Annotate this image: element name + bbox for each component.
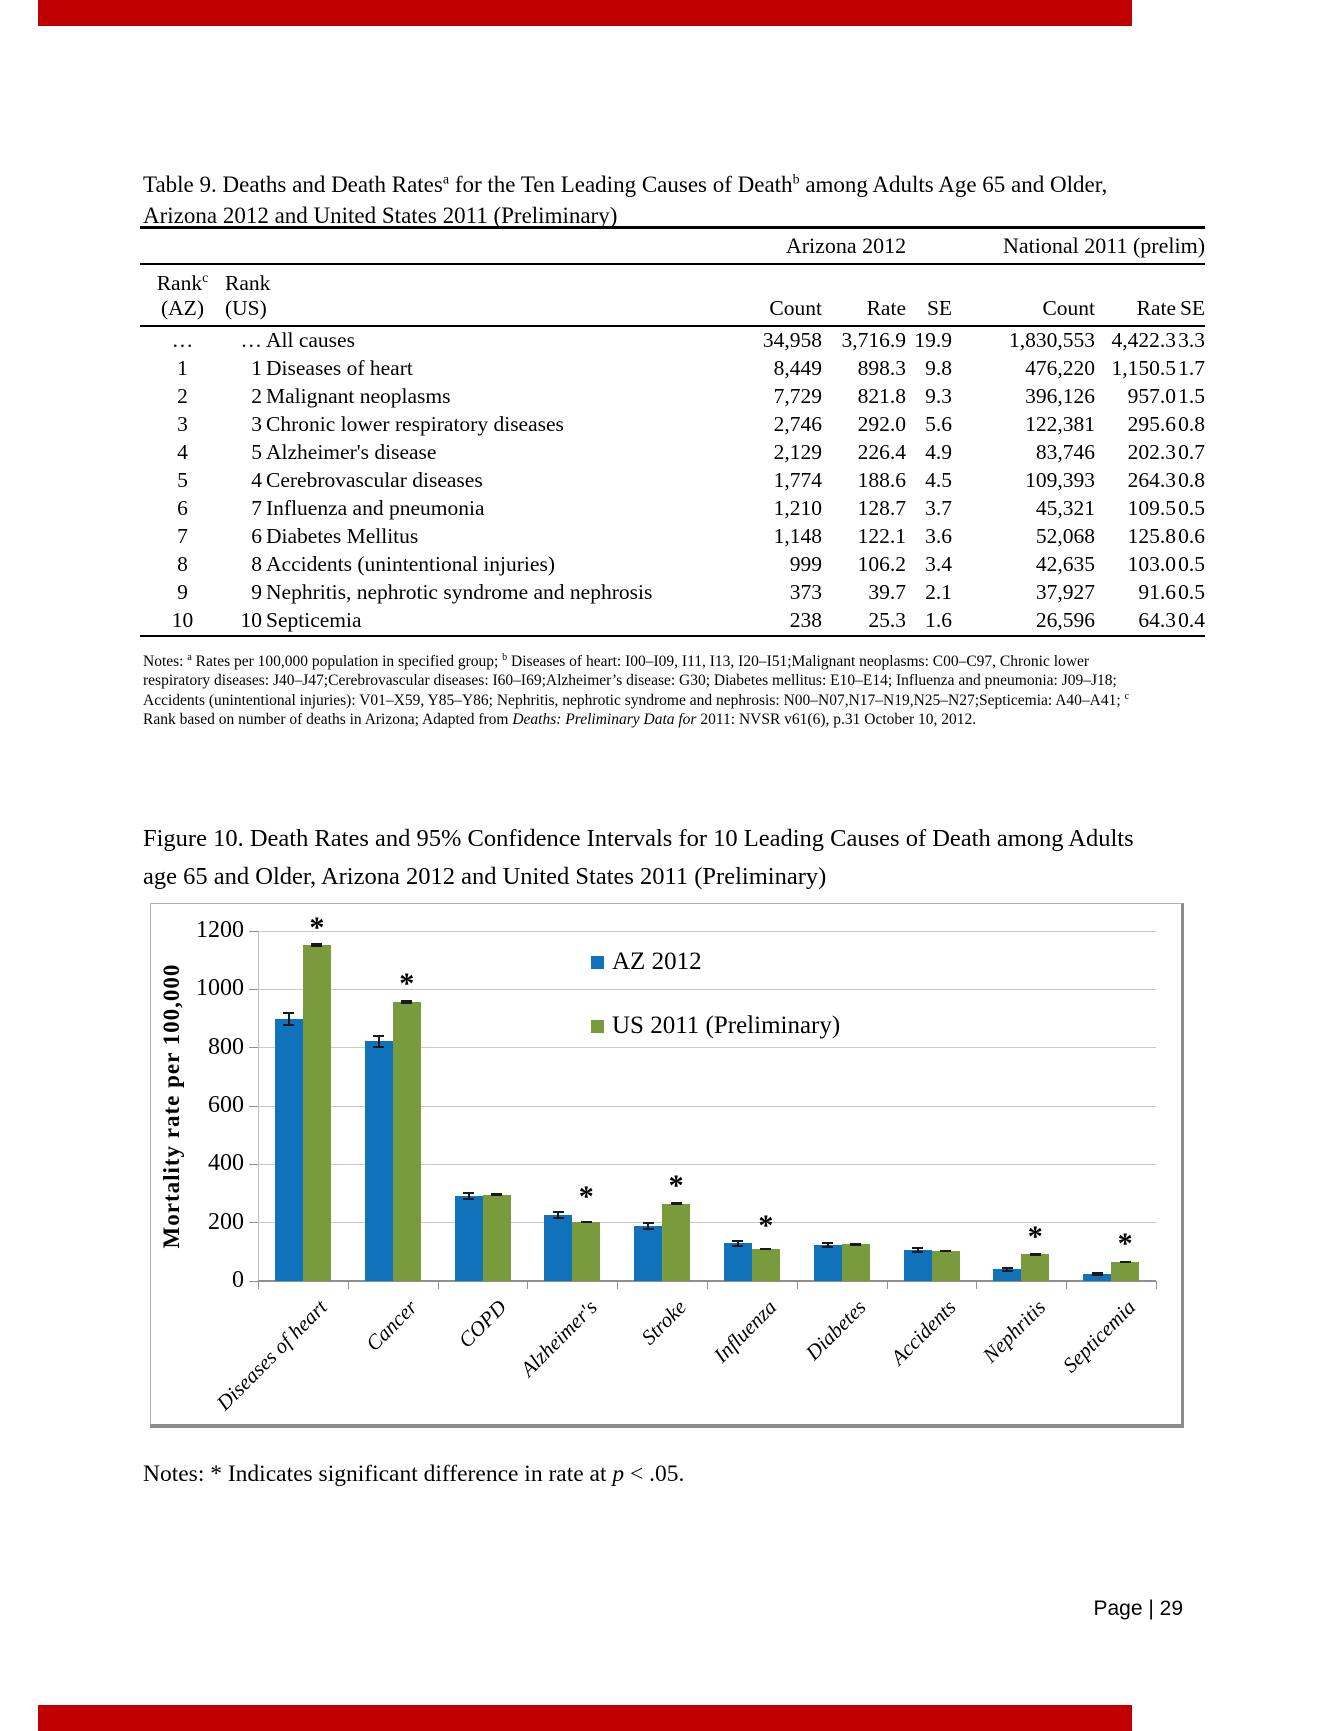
cell-us_rate: 264.3 — [1127, 468, 1177, 492]
bar-us-2011-preliminary-diabetes — [842, 1244, 870, 1281]
cell-rank_us: 10 — [225, 607, 262, 636]
error-bar-cap-bottom — [940, 1250, 951, 1252]
cell-rank_az: 6 — [177, 496, 188, 520]
x-tick-label-accidents: Accidents — [885, 1295, 961, 1370]
col-header-us-count: Count — [952, 264, 1095, 326]
bar-us-2011-preliminary-septicemia — [1111, 1262, 1139, 1281]
cell-rank_us: 8 — [251, 552, 262, 576]
table-row — [140, 383, 1205, 411]
cell-az_se: 3.7 — [925, 496, 953, 520]
col-header-rank-us: Rank (US) — [225, 264, 262, 326]
significance-asterisk-stroke: * — [668, 1169, 684, 1203]
y-axis-tick — [249, 989, 258, 990]
cell-az_count: 999 — [789, 552, 822, 576]
cell-rank_az: … — [171, 328, 194, 352]
y-axis-tick — [249, 1222, 258, 1223]
error-bar-cap-bottom — [912, 1251, 923, 1253]
bar-us-2011-preliminary-diseases-of-heart — [303, 945, 331, 1281]
cell-us_se: 0.4 — [1176, 607, 1205, 636]
y-axis-title: Mortality rate per 100,000 — [159, 963, 184, 1249]
legend-swatch-az — [591, 956, 604, 969]
cell-us_se: 0.6 — [1178, 524, 1206, 548]
notes-citation-italic: Deaths: Preliminary Data for — [512, 711, 697, 728]
x-axis-tick — [1156, 1281, 1157, 1289]
cell-rank_az: 1 — [177, 356, 188, 380]
cell-az_rate: 122.1 — [857, 524, 906, 548]
error-bar-cap-bottom — [373, 1046, 384, 1048]
col-header-rank-az: Rank$^c$ (AZ) — [140, 264, 225, 326]
cell-us_se: 0.8 — [1178, 468, 1206, 492]
cell-rank_us: 4 — [251, 468, 262, 492]
cell-az_se: 9.3 — [925, 384, 953, 408]
cell-us_rate: 1,150.5 — [1111, 356, 1177, 380]
cell-rank_az: 7 — [177, 524, 188, 548]
bar-az-2012-accidents — [904, 1250, 932, 1281]
cell-rank_az: 4 — [177, 440, 188, 464]
table-row — [140, 326, 1205, 355]
cell-az_count: 8,449 — [773, 356, 822, 380]
cell-az_se: 9.8 — [925, 356, 953, 380]
table9-title — [143, 169, 1155, 231]
cell-az_rate: 292.0 — [857, 412, 906, 436]
cell-cause: Malignant neoplasms — [266, 384, 451, 408]
x-tick-label-septicemia: Septicemia — [1057, 1295, 1141, 1378]
error-bar-cap-bottom — [311, 945, 322, 947]
x-tick-label-influenza: Influenza — [708, 1295, 781, 1368]
y-tick-label: 600 — [208, 1092, 244, 1118]
col-header-cause — [262, 264, 740, 326]
cell-us_se: 1.7 — [1178, 356, 1206, 380]
error-bar-cap-bottom — [1030, 1254, 1041, 1256]
cell-us_count: 37,927 — [1035, 580, 1096, 604]
figure10-chart — [150, 903, 1184, 1428]
cell-az_rate: 25.3 — [822, 607, 906, 636]
x-axis-tick — [258, 1281, 259, 1289]
cell-rank_az: 5 — [177, 468, 188, 492]
cell-az_rate: 898.3 — [857, 356, 906, 380]
cell-us_count: 45,321 — [1035, 496, 1096, 520]
bar-us-2011-preliminary-cancer — [393, 1002, 421, 1281]
cell-az_rate: 39.7 — [868, 580, 906, 604]
error-bar-cap-bottom — [850, 1244, 861, 1246]
notes-text: Diseases of heart: I00–I09, I11, I13, I20–I51;Malignant neoplasms: C00–C97, Chronic lower respiratory diseases: J40–J47;Cerebrovascular diseases: I60–I69;Alzheimer’s disease: G30; Diabetes mellitus: E10–E14; Influenza and pneumonia: J09–J18; Accidents (unintentional injuries): V01–X59, Y85–Y86; Nephritis, nephrotic syndrome and nephrosis: N00–N07,N17–N19,N25–N27;Septicemia: A40–A41; — [143, 652, 1125, 709]
group-header-national: National 2011 (prelim) — [952, 228, 1205, 265]
error-bar-cap-bottom — [1120, 1261, 1131, 1263]
x-axis-tick — [1066, 1281, 1067, 1289]
causes-of-death-table — [140, 226, 1205, 637]
y-tick-label: 1000 — [196, 975, 244, 1002]
table9-title-text: among Adults Age 65 and Older, Arizona 2012 and United States 2011 (Preliminary) — [143, 172, 1108, 228]
error-bar-cap-bottom — [732, 1245, 743, 1247]
cell-az_count: 1,148 — [773, 524, 822, 548]
col-header-az-se: SE — [906, 264, 952, 326]
table9-title-text: for the Ten Leading Causes of Death — [449, 172, 793, 197]
error-bar-cap-bottom — [643, 1228, 654, 1230]
bar-az-2012-stroke — [634, 1226, 662, 1281]
cell-cause: Nephritis, nephrotic syndrome and nephrosis — [266, 580, 653, 604]
legend-label-az: AZ 2012 — [612, 948, 702, 975]
x-axis-tick — [617, 1281, 618, 1289]
cell-cause: Accidents (unintentional injuries) — [266, 552, 555, 576]
cell-us_count: 396,126 — [1025, 384, 1096, 408]
cell-cause: Influenza and pneumonia — [266, 496, 485, 520]
x-tick-label-nephritis: Nephritis — [978, 1295, 1051, 1368]
bar-us-2011-preliminary-alzheimer-s — [572, 1222, 600, 1281]
cell-az_se: 5.6 — [925, 412, 953, 436]
table9-title-text: Table 9. Deaths and Death Rates — [143, 172, 443, 197]
error-bar-cap-bottom — [1092, 1274, 1103, 1276]
x-axis-tick — [438, 1281, 439, 1289]
group-header-empty — [140, 228, 740, 265]
cell-rank_us: 6 — [251, 524, 262, 548]
cell-us_rate: 109.5 — [1127, 496, 1177, 520]
bar-az-2012-alzheimer-s — [544, 1215, 572, 1281]
y-axis-tick — [249, 1281, 258, 1282]
cell-az_se: 3.4 — [925, 552, 953, 576]
superscript-b: b — [792, 172, 800, 188]
col-header-az-count: Count — [740, 264, 822, 326]
cell-cause: Septicemia — [262, 607, 740, 636]
significance-asterisk-alzheimer-s: * — [578, 1180, 594, 1214]
y-axis-tick — [249, 1164, 258, 1165]
error-bar-cap-top — [373, 1035, 384, 1037]
notes-text: Notes: — [143, 652, 188, 670]
x-tick-label-stroke: Stroke — [636, 1295, 692, 1350]
superscript-a: a — [187, 651, 192, 663]
y-tick-label: 400 — [208, 1150, 244, 1177]
cell-az_rate: 128.7 — [857, 496, 906, 520]
cell-az_se: 3.6 — [925, 524, 953, 548]
error-bar-cap-top — [732, 1240, 743, 1242]
legend-label-us: US 2011 (Preliminary) — [612, 1012, 841, 1039]
bar-us-2011-preliminary-copd — [483, 1195, 511, 1281]
figure10-title: Figure 10. Death Rates and 95% Confidence Intervals for 10 Leading Causes of Death among Adults age 65 and Older, Arizona 2012 and United States 2011 (Preliminary) — [143, 824, 1134, 890]
error-bar-cap-bottom — [283, 1024, 294, 1026]
cell-us_se: 0.7 — [1178, 440, 1206, 464]
cell-az_count: 2,129 — [773, 440, 822, 464]
superscript-c: c — [1124, 690, 1129, 702]
table-row — [140, 523, 1205, 551]
significance-asterisk-diseases-of-heart: * — [309, 910, 325, 944]
cell-us_count: 122,381 — [1025, 412, 1096, 436]
cell-us_rate: 202.3 — [1127, 440, 1177, 464]
y-tick-label: 800 — [208, 1033, 244, 1060]
x-tick-label-cancer: Cancer — [360, 1295, 422, 1356]
cell-rank_az: 3 — [177, 412, 188, 436]
significance-asterisk-nephritis: * — [1027, 1219, 1043, 1253]
bar-az-2012-copd — [455, 1196, 483, 1281]
notes-text: Rates per 100,000 population in specified group; — [191, 652, 503, 670]
cell-az_se: 2.1 — [925, 580, 953, 604]
table-row — [140, 579, 1205, 607]
table-row — [140, 439, 1205, 467]
error-bar-cap-top — [912, 1247, 923, 1249]
cell-rank_az: 2 — [177, 384, 188, 408]
cell-us_se: 0.5 — [1178, 496, 1206, 520]
x-tick-label-diabetes: Diabetes — [800, 1295, 871, 1365]
cell-rank_us: … — [240, 328, 262, 352]
bar-az-2012-diabetes — [814, 1245, 842, 1281]
cell-az_se: 19.9 — [914, 328, 953, 352]
cell-us_se: 0.8 — [1178, 412, 1206, 436]
cell-us_rate: 957.0 — [1127, 384, 1177, 408]
cell-rank_az: 8 — [177, 552, 188, 576]
cell-az_count: 34,958 — [762, 328, 822, 352]
cell-az_rate: 821.8 — [857, 384, 906, 408]
cell-cause: All causes — [266, 328, 355, 352]
error-bar-cap-top — [463, 1192, 474, 1194]
notes-text: 2011: NVSR v61(6), p.31 October 10, 2012. — [696, 711, 977, 728]
error-bar-cap-bottom — [671, 1203, 682, 1205]
x-tick-label-copd: COPD — [454, 1295, 512, 1353]
error-bar-cap-bottom — [491, 1194, 502, 1196]
cell-us_count: 476,220 — [1025, 356, 1096, 380]
cell-us_rate: 295.6 — [1127, 412, 1177, 436]
error-bar-cap-top — [643, 1222, 654, 1224]
page-number: Page | 29 — [1093, 1597, 1183, 1620]
x-tick-label-diseases-of-heart: Diseases of heart — [211, 1295, 332, 1416]
cell-az_se: 4.9 — [925, 440, 953, 464]
cell-rank_us: 9 — [251, 580, 262, 604]
cell-us_rate: 64.3 — [1095, 607, 1176, 636]
y-axis-tick — [249, 1106, 258, 1107]
cell-us_count: 1,830,553 — [1009, 328, 1096, 352]
bar-az-2012-diseases-of-heart — [275, 1019, 303, 1281]
bar-us-2011-preliminary-influenza — [752, 1249, 780, 1281]
cell-az_count: 7,729 — [773, 384, 822, 408]
col-header-us-rate: Rate — [1095, 264, 1176, 326]
cell-cause: Alzheimer's disease — [266, 440, 437, 464]
cell-cause: Diabetes Mellitus — [266, 524, 419, 548]
significance-asterisk-influenza: * — [758, 1208, 774, 1242]
significance-asterisk-septicemia: * — [1117, 1227, 1133, 1261]
y-tick-label: 0 — [232, 1267, 244, 1293]
bar-us-2011-preliminary-stroke — [662, 1204, 690, 1281]
legend-swatch-us — [591, 1020, 604, 1033]
table-row — [140, 551, 1205, 579]
table-row — [140, 411, 1205, 439]
y-axis-tick — [249, 931, 258, 932]
significance-asterisk-cancer: * — [399, 967, 415, 1001]
table-row — [140, 467, 1205, 495]
cell-az_count: 1,210 — [773, 496, 822, 520]
cell-rank_us: 7 — [251, 496, 262, 520]
notes-text: < .05. — [624, 1460, 685, 1487]
p-italic: p — [612, 1460, 625, 1487]
error-bar-cap-bottom — [463, 1198, 474, 1200]
bar-us-2011-preliminary-accidents — [932, 1251, 960, 1281]
cell-az_count: 1,774 — [773, 468, 822, 492]
x-axis-tick — [527, 1281, 528, 1289]
cell-cause: Cerebrovascular diseases — [266, 468, 483, 492]
cell-rank_us: 5 — [251, 440, 262, 464]
error-bar-cap-top — [553, 1211, 564, 1213]
error-bar-cap-bottom — [1002, 1270, 1013, 1272]
bar-az-2012-cancer — [365, 1041, 393, 1281]
cell-rank_az: 9 — [177, 580, 188, 604]
cell-az_count: 238 — [740, 607, 822, 636]
error-bar-cap-bottom — [822, 1246, 833, 1248]
y-tick-label: 200 — [208, 1208, 244, 1235]
cell-rank_us: 1 — [251, 356, 262, 380]
cell-rank_us: 2 — [251, 384, 262, 408]
chart-plot-area — [196, 910, 1156, 1416]
error-bar-cap-top — [283, 1012, 294, 1014]
cell-us_se: 1.5 — [1178, 384, 1206, 408]
table-row — [140, 355, 1205, 383]
error-bar-cap-bottom — [553, 1217, 564, 1219]
x-axis-tick — [976, 1281, 977, 1289]
error-bar-cap-bottom — [760, 1248, 771, 1250]
x-axis-tick — [707, 1281, 708, 1289]
cell-us_rate: 91.6 — [1138, 580, 1177, 604]
superscript-b: b — [502, 651, 508, 663]
cell-us_rate: 125.8 — [1127, 524, 1177, 548]
y-tick-label: 1200 — [196, 917, 244, 943]
table-column-header-row — [140, 264, 1205, 326]
table9-notes — [143, 652, 1135, 730]
x-axis-tick — [348, 1281, 349, 1289]
cell-az_rate: 3,716.9 — [841, 328, 906, 352]
cell-us_rate: 103.0 — [1127, 552, 1177, 576]
notes-text: Notes: * Indicates significant difference in rate at — [143, 1460, 613, 1487]
cell-az_se: 4.5 — [925, 468, 953, 492]
x-axis-tick — [887, 1281, 888, 1289]
y-axis-line — [258, 931, 259, 1281]
cell-us_count: 26,596 — [952, 607, 1095, 636]
bottom-red-band — [38, 1705, 1132, 1731]
col-header-az-rate: Rate — [822, 264, 906, 326]
cell-az_rate: 226.4 — [857, 440, 906, 464]
x-axis-tick — [797, 1281, 798, 1289]
cell-az_rate: 188.6 — [857, 468, 906, 492]
gridline — [258, 989, 1156, 990]
table-row — [140, 495, 1205, 523]
figure10-notes — [143, 1461, 684, 1488]
cell-az_se: 1.6 — [906, 607, 952, 636]
cell-az_count: 2,746 — [773, 412, 822, 436]
cell-cause: Diseases of heart — [266, 356, 413, 380]
bar-az-2012-influenza — [724, 1243, 752, 1281]
error-bar-cap-bottom — [581, 1221, 592, 1223]
cell-us_se: 3.3 — [1178, 328, 1206, 352]
table-row — [140, 607, 1205, 636]
cell-us_se: 0.5 — [1178, 552, 1206, 576]
cell-us_count: 109,393 — [1025, 468, 1096, 492]
error-bar-cap-top — [822, 1242, 833, 1244]
superscript-a: a — [442, 172, 450, 188]
cell-rank_az: 10 — [140, 607, 225, 636]
notes-text: Rank based on number of deaths in Arizona; Adapted from — [143, 711, 513, 728]
cell-us_count: 83,746 — [1035, 440, 1096, 464]
col-header-us-se: SE — [1176, 264, 1205, 326]
y-axis-tick — [249, 1047, 258, 1048]
bar-us-2011-preliminary-nephritis — [1021, 1254, 1049, 1281]
gridline — [258, 931, 1156, 932]
x-tick-label-alzheimer-s: Alzheimer's — [515, 1295, 602, 1382]
cell-us_rate: 4,422.3 — [1111, 328, 1177, 352]
top-red-band — [38, 0, 1132, 26]
cell-cause: Chronic lower respiratory diseases — [266, 412, 564, 436]
cell-us_se: 0.5 — [1178, 580, 1206, 604]
group-header-arizona: Arizona 2012 — [740, 228, 952, 265]
cell-us_count: 42,635 — [1035, 552, 1096, 576]
cell-az_rate: 106.2 — [857, 552, 906, 576]
cell-az_count: 373 — [789, 580, 822, 604]
table-group-header-row — [140, 228, 1205, 265]
cell-rank_us: 3 — [251, 412, 262, 436]
error-bar-cap-bottom — [401, 1002, 412, 1004]
cell-us_count: 52,068 — [1035, 524, 1096, 548]
